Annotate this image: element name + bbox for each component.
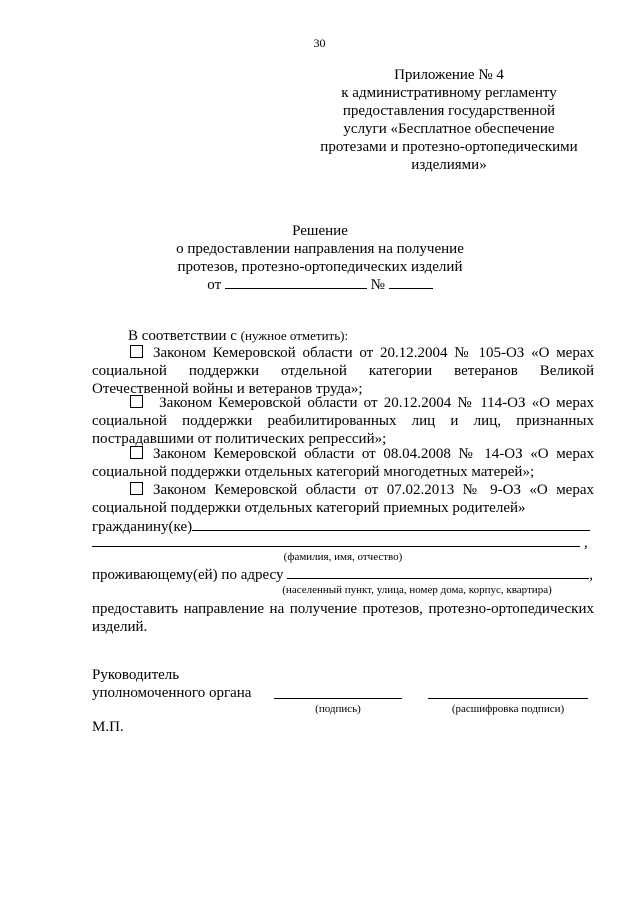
citizen-field-2[interactable] (92, 546, 580, 547)
decision-date-number (150, 276, 490, 294)
address-comma: , (589, 567, 593, 583)
org-label: уполномоченного органа (92, 685, 252, 701)
citizen-row (92, 518, 594, 536)
signature-decode-field[interactable] (428, 698, 588, 699)
intro-note: (нужное отметить): (240, 328, 349, 343)
address-label: проживающему(ей) по адресу (92, 567, 284, 583)
law-option-2 (92, 394, 594, 448)
stamp-label: М.П. (92, 719, 124, 735)
law-text: социальной поддержки реабилитированных лиц и лиц, признанных (92, 413, 594, 429)
law-text: Отечественной войны и ветеранов труда»; (92, 381, 363, 397)
appendix-line: предоставления государственной (342, 103, 556, 119)
appendix-line: услуги «Бесплатное обеспечение (343, 121, 555, 137)
signature-field[interactable] (274, 698, 402, 699)
grant-line: предоставить направление на получение протезов, протезно-ортопедических (92, 601, 594, 617)
intro-text: В соответствии с (128, 328, 237, 344)
intro (128, 327, 630, 345)
decision-title: Решение (292, 223, 348, 239)
law-text: пострадавшими от политических репрессий»; (92, 431, 387, 447)
law-text: Законом Кемеровской области от 07.02.2013 № 9-ОЗ «О мерах (153, 482, 594, 498)
decode-note: (расшифровка подписи) (451, 703, 565, 715)
sign-note: (подпись) (315, 703, 361, 715)
citizen-field-1[interactable] (192, 518, 590, 531)
law-text: Законом Кемеровской области от 20.12.2004 № 105-ОЗ «О мерах (153, 345, 594, 361)
grant-line: изделий. (92, 619, 148, 635)
address-row (92, 566, 594, 584)
fio-note: (фамилия, имя, отчество) (283, 551, 403, 563)
appendix-header (300, 66, 598, 174)
appendix-line: к административному регламенту (341, 85, 557, 101)
law-4-checkbox[interactable] (130, 482, 143, 495)
head-label: Руководитель (92, 667, 180, 683)
decision-subtitle: о предоставлении направления на получение (176, 241, 464, 257)
law-text: Законом Кемеровской области от 20.12.2004 № 114-ОЗ «О мерах (153, 395, 594, 411)
decision-subtitle: протезов, протезно-ортопедических изделий (177, 259, 463, 275)
law-2-checkbox[interactable] (130, 395, 143, 408)
law-1-checkbox[interactable] (130, 345, 143, 358)
citizen-label: гражданину(ке) (92, 519, 193, 535)
law-3-checkbox[interactable] (130, 446, 143, 459)
number-label: № (370, 277, 385, 293)
date-field[interactable] (225, 276, 367, 289)
law-option-3 (92, 445, 594, 481)
law-text: Законом Кемеровской области от 08.04.2008 № 14-ОЗ «О мерах (153, 446, 594, 462)
page-number: 30 (313, 36, 326, 50)
law-text: социальной поддержки отдельных категорий приемных родителей» (92, 500, 526, 516)
law-text: социальной поддержки отдельной категории ветеранов Великой (92, 363, 594, 379)
grant-text (92, 600, 594, 636)
from-label: от (207, 277, 222, 293)
appendix-line: изделиями» (411, 157, 487, 173)
law-text: социальной поддержки отдельных категорий многодетных матерей»; (92, 464, 535, 480)
appendix-line: протезами и протезно-ортопедическими (320, 139, 578, 155)
appendix-line: Приложение № 4 (394, 67, 504, 83)
citizen-comma: , (584, 535, 588, 551)
law-option-1 (92, 344, 594, 398)
number-field[interactable] (389, 276, 433, 289)
law-option-4 (92, 481, 594, 517)
address-note: (населенный пункт, улица, номер дома, корпус, квартира) (282, 584, 552, 596)
address-field[interactable] (287, 566, 589, 579)
decision-header (150, 222, 490, 294)
